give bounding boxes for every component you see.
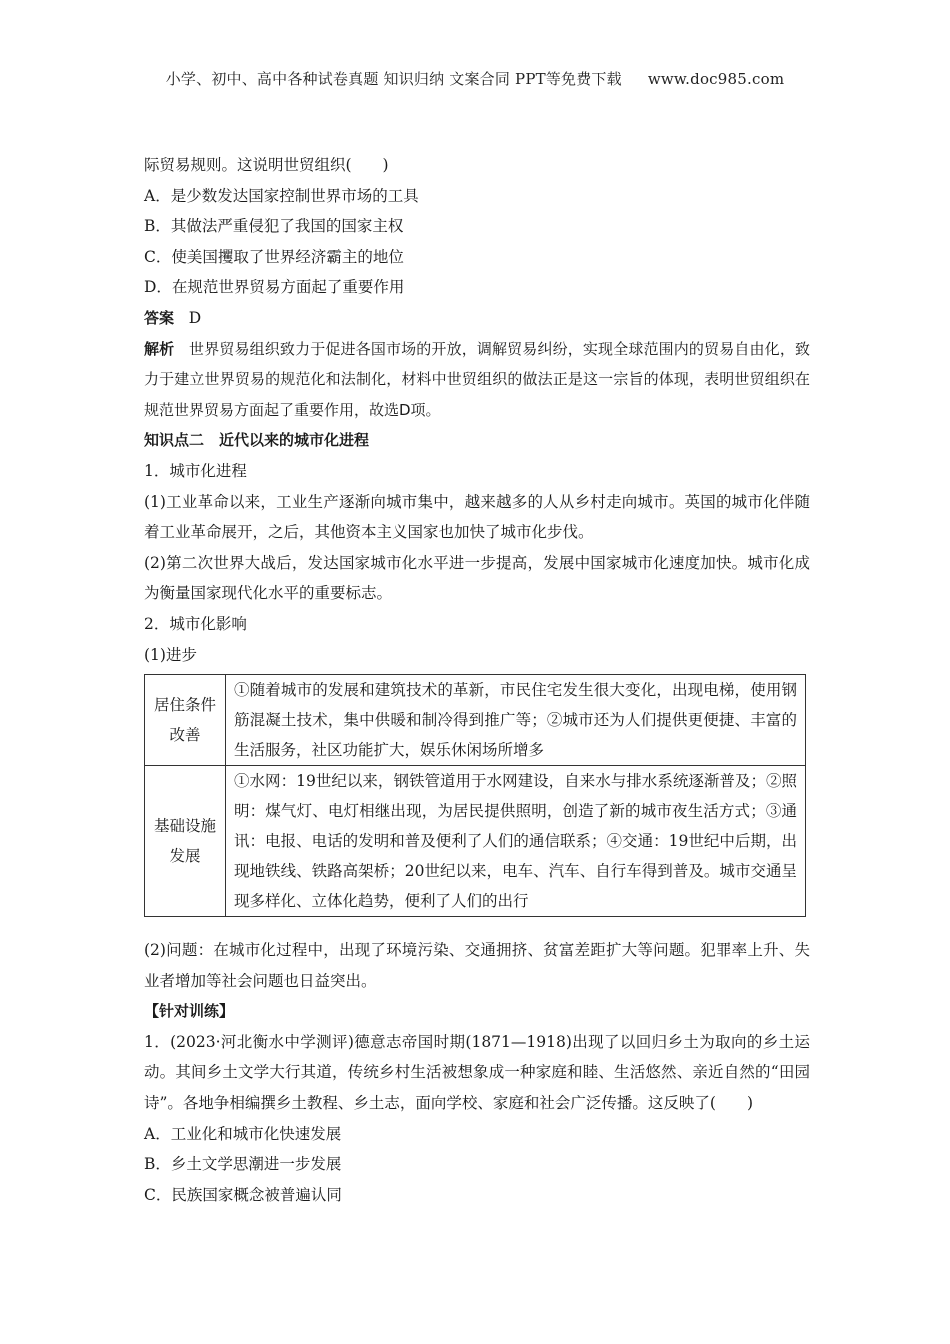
analysis-label: 解析 <box>144 339 175 358</box>
analysis-text: 世界贸易组织致力于促进各国市场的开放，调解贸易纠纷，实现全球范围内的贸易自由化，致力于建立世界贸易的规范化和法制化，材料中世贸组织的做法正是这一宗旨的体现，表明世贸组织在规范世界贸易方面起了重要作用，故选D项。 <box>144 339 810 419</box>
table-row <box>145 675 806 766</box>
table-row <box>145 766 806 917</box>
header-site[interactable]: www.doc985.com <box>647 70 785 88</box>
option-d: D．在规范世界贸易方面起了重要作用 <box>144 278 405 297</box>
question-stem-tail: 际贸易规则。这说明世贸组织( ) <box>144 156 389 174</box>
training-title: 【针对训练】 <box>144 1002 235 1021</box>
table-row-text: ①水网：19世纪以来，钢铁管道用于水网建设，自来水与排水系统逐渐普及；②照明：煤气灯、电灯相继出现，为居民提供照明，创造了新的城市夜生活方式；③通讯：电报、电话的发明和普及便利了人们的通信联系；④交通：19世纪中后期，出现地铁线、铁路高架桥；20世纪以来，电车、汽车、自行车得到普及。城市交通呈现多样化、立体化趋势，便利了人们的出行 <box>226 766 806 917</box>
option-c: C．使美国攫取了世界经济霸主的地位 <box>144 247 404 266</box>
answer-label: 答案 <box>144 308 175 327</box>
training-option-a: A．工业化和城市化快速发展 <box>144 1124 342 1143</box>
analysis-paragraph <box>144 334 810 426</box>
training-option-c: C．民族国家概念被普遍认同 <box>144 1185 342 1204</box>
option-a: A．是少数发达国家控制世界市场的工具 <box>144 186 419 205</box>
table-row-label: 基础设施发展 <box>145 766 226 917</box>
section-2-sub-1: (1)进步 <box>144 645 197 664</box>
training-question-1-stem: 1．(2023·河北衡水中学测评)德意志帝国时期(1871—1918)出现了以回归乡土为取向的乡土运动。其间乡土文学大行其道，传统乡村生活被想象成一种家庭和睦、生活悠然、亲近自然的“田园诗”。各地争相编撰乡土教程、乡土志，面向学校、家庭和社会广泛传播。这反映了( ) <box>144 1032 810 1113</box>
progress-table <box>144 674 806 917</box>
section-1-paragraph-2: (2)第二次世界大战后，发达国家城市化水平进一步提高，发展中国家城市化速度加快。城市化成为衡量国家现代化水平的重要标志。 <box>144 553 810 603</box>
page-header <box>0 68 950 89</box>
table-row-label: 居住条件改善 <box>145 675 226 766</box>
answer-line <box>144 303 810 334</box>
section-2-sub-2: (2)问题：在城市化过程中，出现了环境污染、交通拥挤、贫富差距扩大等问题。犯罪率上升、失业者增加等社会问题也日益突出。 <box>144 941 810 990</box>
table-row-text: ①随着城市的发展和建筑技术的革新，市民住宅发生很大变化，出现电梯，使用钢筋混凝土技术，集中供暖和制冷得到推广等；②城市还为人们提供更便捷、丰富的生活服务，社区功能扩大，娱乐休闲场所增多 <box>226 675 806 766</box>
knowledge-point-title: 知识点二 近代以来的城市化进程 <box>144 431 370 450</box>
section-2-title: 2．城市化影响 <box>144 614 247 633</box>
training-option-b: B．乡土文学思潮进一步发展 <box>144 1155 342 1174</box>
answer-value: D <box>188 308 202 327</box>
section-1-title: 1．城市化进程 <box>144 461 247 480</box>
header-text: 小学、初中、高中各种试卷真题 知识归纳 文案合同 PPT等免费下载 <box>165 70 622 88</box>
document-body <box>144 150 810 1210</box>
section-1-paragraph-1: (1)工业革命以来，工业生产逐渐向城市集中，越来越多的人从乡村走向城市。英国的城市化伴随着工业革命展开，之后，其他资本主义国家也加快了城市化步伐。 <box>144 492 810 542</box>
option-b: B．其做法严重侵犯了我国的国家主权 <box>144 217 404 236</box>
